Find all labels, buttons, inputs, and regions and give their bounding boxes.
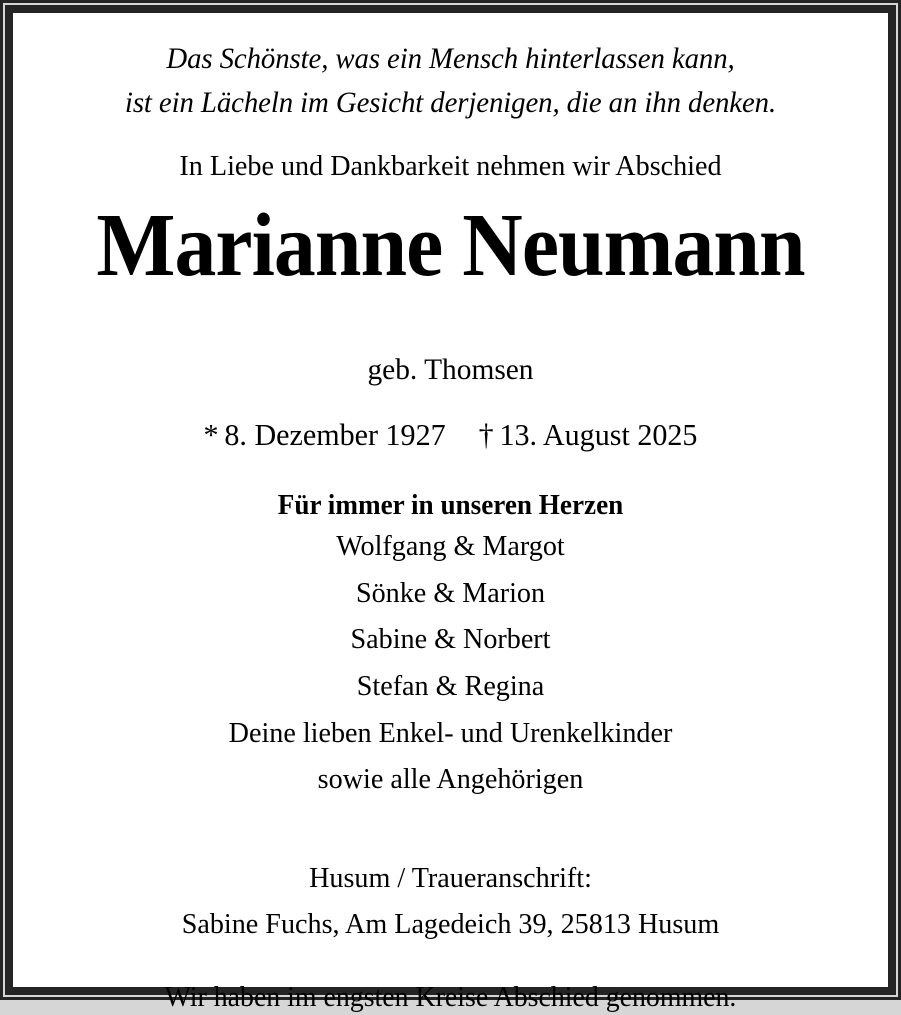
birth-date-group: [204, 417, 446, 452]
birth-star-icon: *: [203, 417, 219, 453]
mourner-row: Stefan & Regina: [356, 669, 545, 702]
mourner-row: Sönke & Marion: [355, 576, 546, 609]
deceased-name: Marianne Neumann: [96, 195, 805, 295]
motto-line-1: Das Schönste, was ein Mensch hinterlassen kann,: [166, 42, 735, 75]
mourner-row: Sabine & Norbert: [350, 623, 551, 656]
mourner-row: Wolfgang & Margot: [336, 529, 565, 562]
mourner-row: sowie alle Angehörigen: [317, 763, 584, 796]
mourner-row: Deine lieben Enkel- und Urenkelkinder: [228, 716, 673, 749]
obituary-content: [41, 13, 860, 1015]
life-dates: [53, 416, 847, 453]
closing-note: Wir haben im engsten Kreise Abschied genommen.: [164, 980, 737, 1013]
birth-date: 8. Dezember 1927: [224, 417, 446, 453]
mourners-block: [41, 489, 860, 803]
mourners-heading: Für immer in unseren Herzen: [277, 490, 624, 522]
mourning-address: Sabine Fuchs, Am Lagedeich 39, 25813 Husum: [181, 908, 720, 941]
obituary-frame: [5, 5, 896, 1013]
service-location-label: Husum / Traueranschrift:: [309, 861, 592, 894]
motto-line-2: ist ein Lächeln im Gesicht derjenigen, die an ihn denken.: [124, 86, 777, 120]
death-date: 13. August 2025: [499, 417, 698, 453]
death-date-group: [479, 417, 698, 452]
death-cross-icon: †: [478, 417, 494, 453]
service-block: [41, 855, 860, 948]
maiden-name: geb. Thomsen: [367, 353, 534, 387]
motto-quote: [57, 37, 843, 125]
lead-in-text: In Liebe und Dankbarkeit nehmen wir Abschied: [179, 150, 722, 183]
